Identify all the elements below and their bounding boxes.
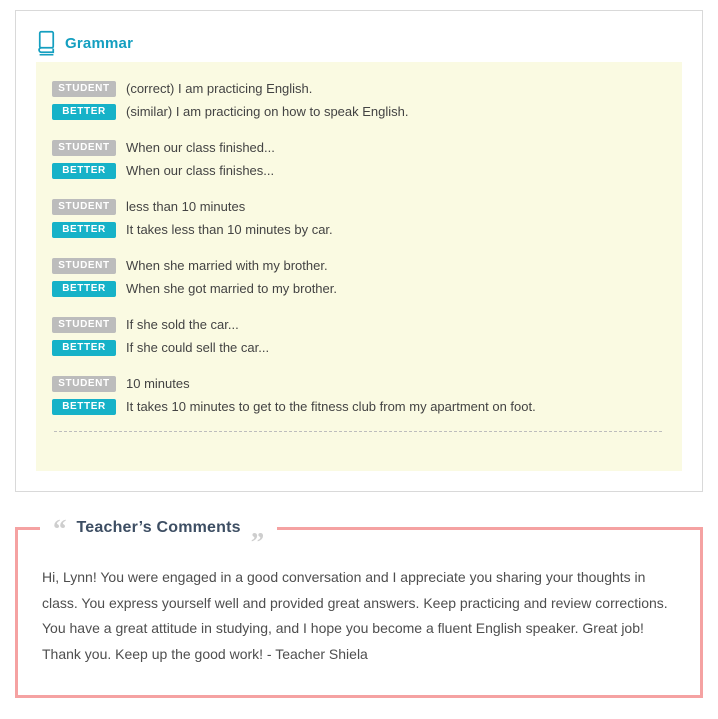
better-row [52, 395, 664, 418]
student-badge: STUDENT [52, 317, 116, 333]
correction-pair [52, 313, 664, 359]
better-text: It takes 10 minutes to get to the fitness club from my apartment on foot. [126, 399, 536, 414]
grammar-section [15, 10, 703, 492]
better-badge: BETTER [52, 340, 116, 356]
correction-pair [52, 254, 664, 300]
teacher-comments-section [15, 514, 703, 698]
student-text: (correct) I am practicing English. [126, 81, 313, 96]
better-badge: BETTER [52, 163, 116, 179]
grammar-content-panel [36, 62, 682, 471]
better-row [52, 336, 664, 359]
student-text: When our class finished... [126, 140, 275, 155]
correction-pair [52, 372, 664, 418]
better-text: When she got married to my brother. [126, 281, 337, 296]
student-badge: STUDENT [52, 376, 116, 392]
dashed-divider [54, 431, 662, 432]
better-text: If she could sell the car... [126, 340, 270, 355]
better-text: (similar) I am practicing on how to speak English. [126, 104, 409, 119]
student-badge: STUDENT [52, 81, 116, 97]
better-row [52, 159, 664, 182]
student-text: If she sold the car... [126, 317, 239, 332]
student-row [52, 77, 664, 100]
grammar-pairs [52, 77, 664, 418]
teacher-comments-header [40, 514, 277, 557]
student-text: When she married with my brother. [126, 258, 328, 273]
student-row [52, 254, 664, 277]
book-icon [37, 30, 56, 56]
better-badge: BETTER [52, 222, 116, 238]
grammar-title: Grammar [65, 34, 134, 52]
teacher-comments-title: Teacher’s Comments [76, 519, 241, 536]
better-badge: BETTER [52, 104, 116, 120]
open-quote-icon: “ [53, 514, 67, 544]
student-row [52, 136, 664, 159]
teacher-comments-body: Hi, Lynn! You were engaged in a good conversation and I appreciate you sharing your thoughts in class. You express yourself well and provided great answers. Keep practicing and review corrections. You have a great attitude in studying, and I hope you become a fluent English speaker. Great job! Thank you. Keep up the good work! - Teacher Shiela [42, 569, 668, 662]
student-badge: STUDENT [52, 199, 116, 215]
better-text: It takes less than 10 minutes by car. [126, 222, 333, 237]
student-text: less than 10 minutes [126, 199, 246, 214]
better-badge: BETTER [52, 399, 116, 415]
correction-pair [52, 136, 664, 182]
correction-pair [52, 77, 664, 123]
better-text: When our class finishes... [126, 163, 275, 178]
student-row [52, 313, 664, 336]
student-row [52, 372, 664, 395]
student-badge: STUDENT [52, 140, 116, 156]
better-row [52, 277, 664, 300]
correction-pair [52, 195, 664, 241]
better-row [52, 218, 664, 241]
grammar-header [37, 30, 702, 56]
better-row [52, 100, 664, 123]
better-badge: BETTER [52, 281, 116, 297]
student-row [52, 195, 664, 218]
close-quote-icon: ” [250, 527, 265, 557]
student-badge: STUDENT [52, 258, 116, 274]
student-text: 10 minutes [126, 376, 190, 391]
